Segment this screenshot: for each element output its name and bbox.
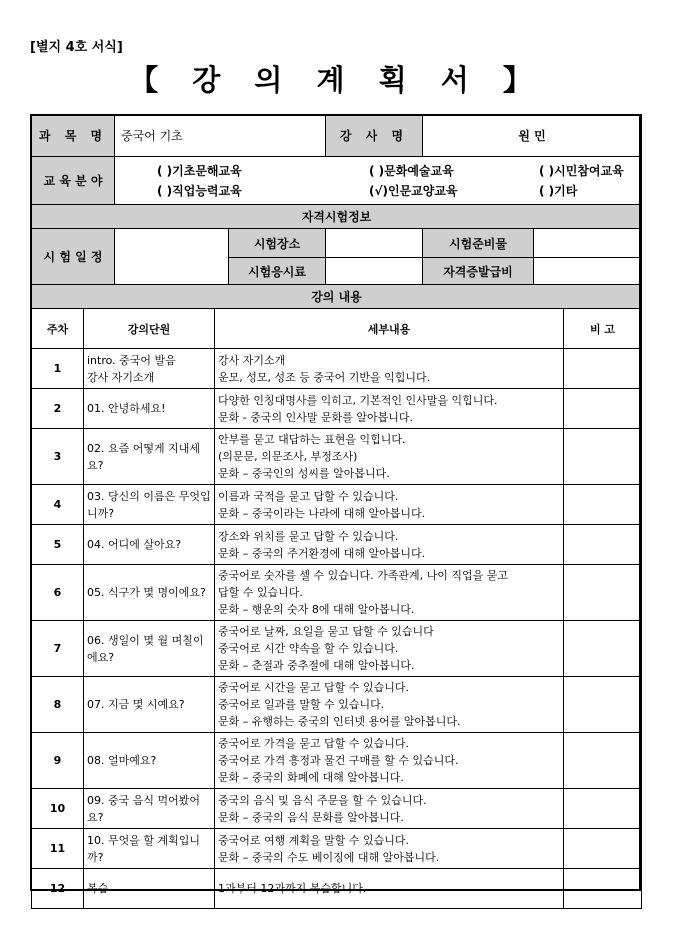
lecture-table [31,308,642,909]
course-info-table [31,114,642,309]
week-number: 6 [32,565,84,621]
remarks-cell [564,349,642,389]
remarks-header: 비 고 [564,309,642,349]
remarks-cell [564,429,642,485]
document-title: 【 강 의 계 획 서 】 [129,63,544,97]
detail-line: 문화 – 유행하는 중국의 인터넷 용어를 알아봅니다. [218,715,461,728]
unit-details [215,869,564,909]
week-number: 2 [32,389,84,429]
detail-line: 문화 – 중국의 음식 문화를 알아봅니다. [218,810,404,824]
unit-details [215,565,564,621]
detail-line: 문화 – 중국인의 성씨를 알아봅니다. [218,467,390,480]
unit-details [215,733,564,789]
detail-line: 문화 – 중국의 주거환경에 대해 알아봅니다. [218,546,426,560]
lecture-row [32,485,642,525]
lecture-row [32,789,642,829]
lecture-row [32,429,642,485]
detail-line: 문화 - 중국의 인사말 문화를 알아봅니다. [218,410,413,424]
detail-line: (의문문, 의문조사, 부정조사) [218,450,358,463]
lecture-row [32,389,642,429]
unit-title: 10. 무엇을 할 계획입니까? [84,829,215,869]
detail-line: 중국어로 숫자를 셀 수 있습니다. 가족관계, 나이 직업을 묻고 [218,569,508,582]
unit-title: 09. 중국 음식 먹어봤어요? [84,789,215,829]
unit-details [215,525,564,565]
week-number: 5 [32,525,84,565]
exam-date-value [115,229,229,285]
unit-details [215,485,564,525]
unit-details [215,677,564,733]
option-vocational: ( )직업능력교육 [157,183,242,198]
exam-prep-value [534,229,642,258]
exam-fee-value [326,258,423,285]
detail-line: 다양한 인칭대명사를 익히고, 기본적인 인사말을 익힙니다. [218,393,498,407]
option-basic-literacy: ( )기초문해교육 [157,163,242,178]
detail-line: 운모, 성모, 성조 등 중국어 기반을 익힙니다. [218,370,431,384]
option-humanities-checked: (√)인문교양교육 [369,183,458,198]
remarks-cell [564,829,642,869]
week-number: 3 [32,429,84,485]
exam-date-label: 시 험 일 정 [32,229,115,285]
unit-title: 08. 얼마예요? [84,733,215,789]
week-number: 12 [32,869,84,909]
unit-title: 03. 당신의 이름은 무엇입니까? [84,485,215,525]
unit-title: intro. 중국어 발음 강사 자기소개 [84,349,215,389]
detail-line: 문화 – 중국이라는 나라에 대해 알아봅니다. [218,506,426,520]
detail-line: 문화 – 행운의 숫자 8에 대해 알아봅니다. [218,603,415,616]
remarks-cell [564,621,642,677]
detail-line: 문화 – 춘절과 중추절에 대해 알아봅니다. [218,659,415,672]
remarks-cell [564,733,642,789]
detail-line: 중국어로 가격을 묻고 답할 수 있습니다. [218,737,409,750]
lecture-row [32,677,642,733]
unit-title: 02. 요즘 어떻게 지내세요? [84,429,215,485]
lecture-row [32,733,642,789]
unit-details [215,789,564,829]
education-field-label: 교 육 분 야 [32,157,115,205]
lecture-row [32,869,642,909]
option-other: ( )기타 [539,183,578,198]
unit-title: 05. 식구가 몇 명이에요? [84,565,215,621]
unit-header: 강의단원 [84,309,215,349]
detail-line: 강사 자기소개 [218,353,286,367]
option-civic-participation: ( )시민참여교육 [539,163,624,178]
certification-section-title: 자격시험정보 [32,205,642,229]
unit-title: 복습 [84,869,215,909]
education-field-options [115,157,642,205]
exam-fee-label: 시험응시료 [229,258,326,285]
week-number: 11 [32,829,84,869]
unit-details [215,621,564,677]
detail-line: 중국어로 가격 흥정과 물건 구매를 할 수 있습니다. [218,754,459,767]
remarks-cell [564,525,642,565]
remarks-cell [564,789,642,829]
lectures-section-title: 강의 내용 [32,285,642,309]
subject-label: 과 목 명 [32,115,115,157]
week-header: 주차 [32,309,84,349]
detail-line: 중국어로 여행 계획을 말할 수 있습니다. [218,833,409,847]
unit-title: 06. 생일이 몇 월 며칠이에요? [84,621,215,677]
detail-line: 중국어로 시간 약속을 할 수 있습니다. [218,642,399,655]
detail-line: 장소와 위치를 묻고 답할 수 있습니다. [218,529,399,543]
detail-line: 중국어로 날짜, 요일을 묻고 답할 수 있습니다 [218,625,434,638]
detail-line: 1과부터 12과까지 복습합니다. [218,882,367,895]
week-number: 4 [32,485,84,525]
unit-title: 04. 어디에 살아요? [84,525,215,565]
remarks-cell [564,677,642,733]
cert-fee-label: 자격증발급비 [423,258,534,285]
week-number: 9 [32,733,84,789]
detail-line: 안부를 묻고 대답하는 표현을 익힙니다. [218,433,406,446]
unit-details [215,349,564,389]
remarks-cell [564,869,642,909]
instructor-value: 원 민 [423,115,642,157]
remarks-cell [564,485,642,525]
detail-line: 답할 수 있습니다. [218,586,303,599]
detail-line: 중국의 음식 및 음식 주문을 할 수 있습니다. [218,793,427,807]
week-number: 7 [32,621,84,677]
option-culture-arts: ( )문화예술교육 [369,163,454,178]
lecture-row [32,829,642,869]
week-number: 8 [32,677,84,733]
unit-details [215,429,564,485]
unit-details [215,389,564,429]
unit-title: 07. 지금 몇 시예요? [84,677,215,733]
unit-title: 01. 안녕하세요! [84,389,215,429]
lecture-row [32,525,642,565]
lecture-row [32,349,642,389]
instructor-label: 강 사 명 [326,115,423,157]
lecture-row [32,621,642,677]
detail-line: 중국어로 일과를 말할 수 있습니다. [218,698,385,711]
unit-details [215,829,564,869]
lecture-row [32,565,642,621]
exam-place-label: 시험장소 [229,229,326,258]
detail-line: 중국어로 시간을 묻고 답할 수 있습니다. [218,681,409,694]
remarks-cell [564,389,642,429]
detail-line: 문화 – 중국의 화폐에 대해 알아봅니다. [218,771,404,784]
exam-place-value [326,229,423,258]
detail-line: 문화 – 중국의 수도 베이징에 대해 알아봅니다. [218,850,440,864]
details-header: 세부내용 [215,309,564,349]
detail-line: 이름과 국적을 묻고 답할 수 있습니다. [218,489,399,503]
week-number: 1 [32,349,84,389]
subject-value: 중국어 기초 [115,115,326,157]
week-number: 10 [32,789,84,829]
exam-prep-label: 시험준비물 [423,229,534,258]
remarks-cell [564,565,642,621]
form-label: [별지 4호 서식] [30,40,123,55]
cert-fee-value [534,258,642,285]
